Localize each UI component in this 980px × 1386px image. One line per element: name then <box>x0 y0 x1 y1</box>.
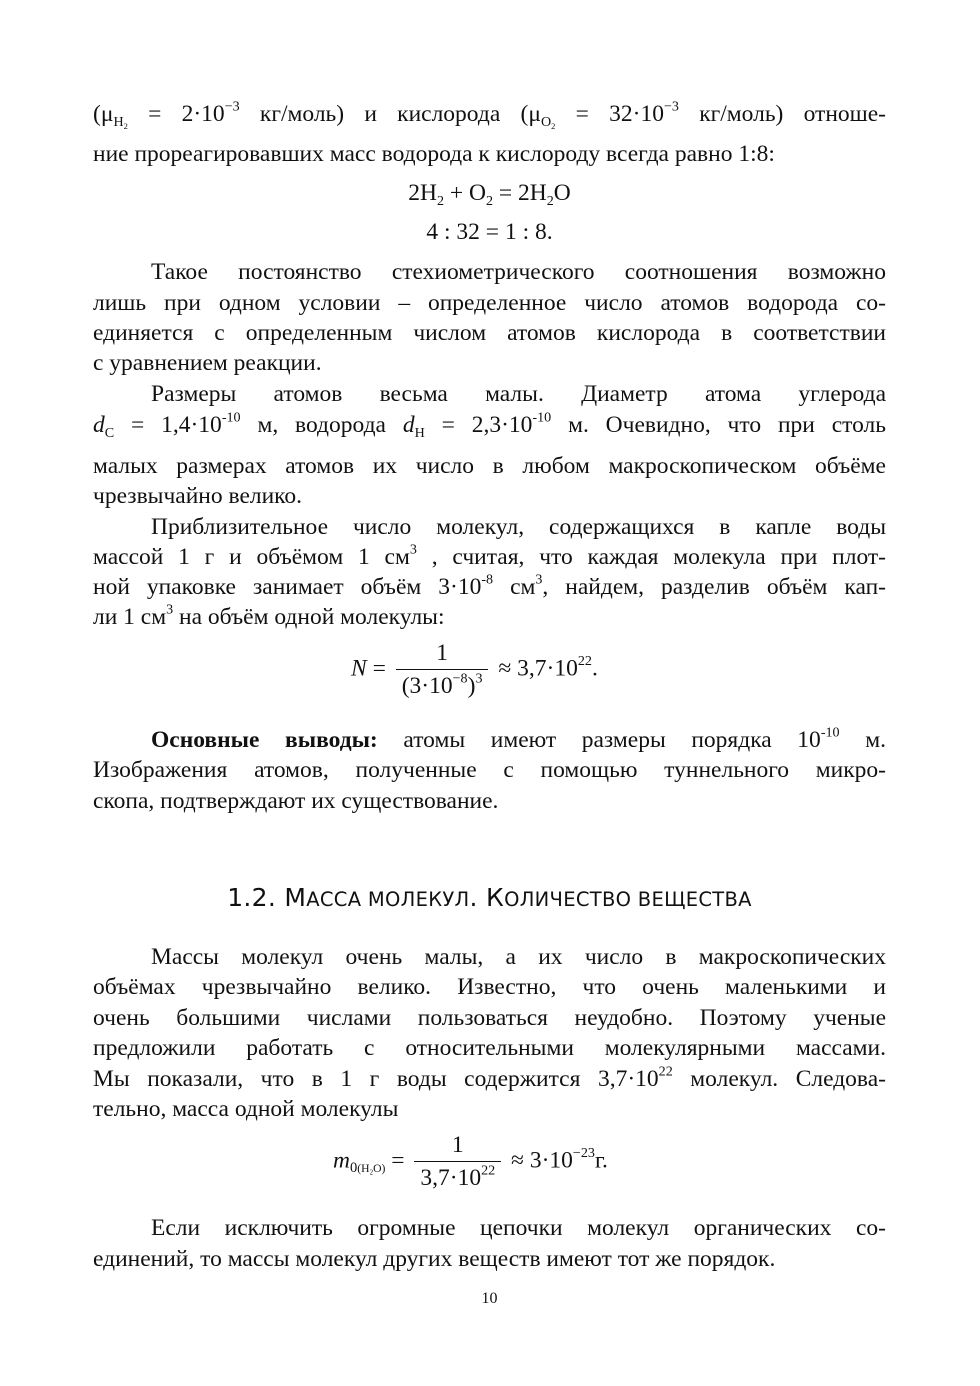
formula-molecule-mass: $m_{0(H_2O)}$ = $\frac{1}{3,7\cdot 10^{22}}$ ≈ $3\cdot 10^{-23}г$. <box>333 1132 608 1191</box>
text-line: Основные выводы: атомы имеют размеры порядка $10^{-10}$ м. <box>151 724 886 753</box>
reaction-equation: $2H_2 + O_2 = 2H_2O$ <box>408 180 571 209</box>
text-line: ние прореагировавших масс водорода к кислороду всегда равно 1:8: <box>93 141 775 167</box>
text-line: Такое постоянство стехиометрического соотношения возможно <box>151 259 886 285</box>
text-line: ли 1 $см^3$ на объём одной молекулы: <box>93 601 445 630</box>
text-line: $d_C = 1,4\cdot 10^{-10}$ м, водорода $d_H = 2,3\cdot 10^{-10}$ м. Очевидно, что при столь <box>93 409 886 441</box>
text-line: ной упаковке занимает объём $3\cdot 10^{-8}$ $см^3$, найдем, разделив объём кап- <box>93 571 886 600</box>
fraction: $\frac{1}{(3\cdot 10^{-8})^3}$ <box>396 640 489 700</box>
text-line: единяется с определенным числом атомов кислорода в соответствии <box>93 320 886 346</box>
text-line: Если исключить огромные цепочки молекул органических со- <box>151 1215 886 1241</box>
text-line: Размеры атомов весьма малы. Диаметр атома углерода <box>151 381 886 407</box>
text-line: предложили работать с относительными молекулярными массами. <box>93 1035 886 1061</box>
text-line: малых размерах атомов их число в любом макроскопическом объёме <box>93 453 886 479</box>
text-line: Изображения атомов, полученные с помощью туннельного микро- <box>93 757 886 783</box>
text-line: очень большими числами пользоваться неудобно. Поэтому ученые <box>93 1005 886 1031</box>
section-heading: 1.2. МАССА МОЛЕКУЛ. КОЛИЧЕСТВО ВЕЩЕСТВА <box>227 883 752 912</box>
text-line: лишь при одном условии – определенное число атомов водорода со- <box>93 290 886 316</box>
text-line: чрезвычайно велико. <box>93 483 303 509</box>
text-line: Приблизительное число молекул, содержащихся в капле воды <box>151 514 886 540</box>
text-line: с уравнением реакции. <box>93 350 322 376</box>
text-line: Мы показали, что в 1 г воды содержится $3,7\cdot 10^{22}$ молекул. Следова- <box>93 1063 886 1092</box>
fraction: $\frac{1}{3,7\cdot 10^{22}}$ <box>414 1132 501 1192</box>
text-line: Массы молекул очень малы, а их число в макроскопических <box>151 944 886 970</box>
text-line: тельно, масса одной молекулы <box>93 1096 399 1122</box>
text-line: ($\mu_{H_2} = 2\cdot 10^{-3}$ кг/моль) и кислорода ($\mu_{O_2} = 32\cdot 10^{-3}$ кг/моль) отноше- <box>93 98 886 131</box>
mass-ratio: 4 : 32 = 1 : 8. <box>426 219 553 245</box>
page-number: 10 <box>481 1290 498 1307</box>
text-line: единений, то массы молекул других веществ имеют тот же порядок. <box>93 1246 776 1272</box>
formula-molecule-count: N = $\frac{1}{(3\cdot 10^{-8})^3}$ ≈ $3,7\cdot 10^{22}$. <box>351 640 598 699</box>
text-line: массой 1 г и объёмом 1 $см^3$ , считая, что каждая молекула при плот- <box>93 541 886 570</box>
text-line: скопа, подтверждают их существование. <box>93 788 499 814</box>
text-line: объёмах чрезвычайно велико. Известно, что очень маленькими и <box>93 974 886 1000</box>
